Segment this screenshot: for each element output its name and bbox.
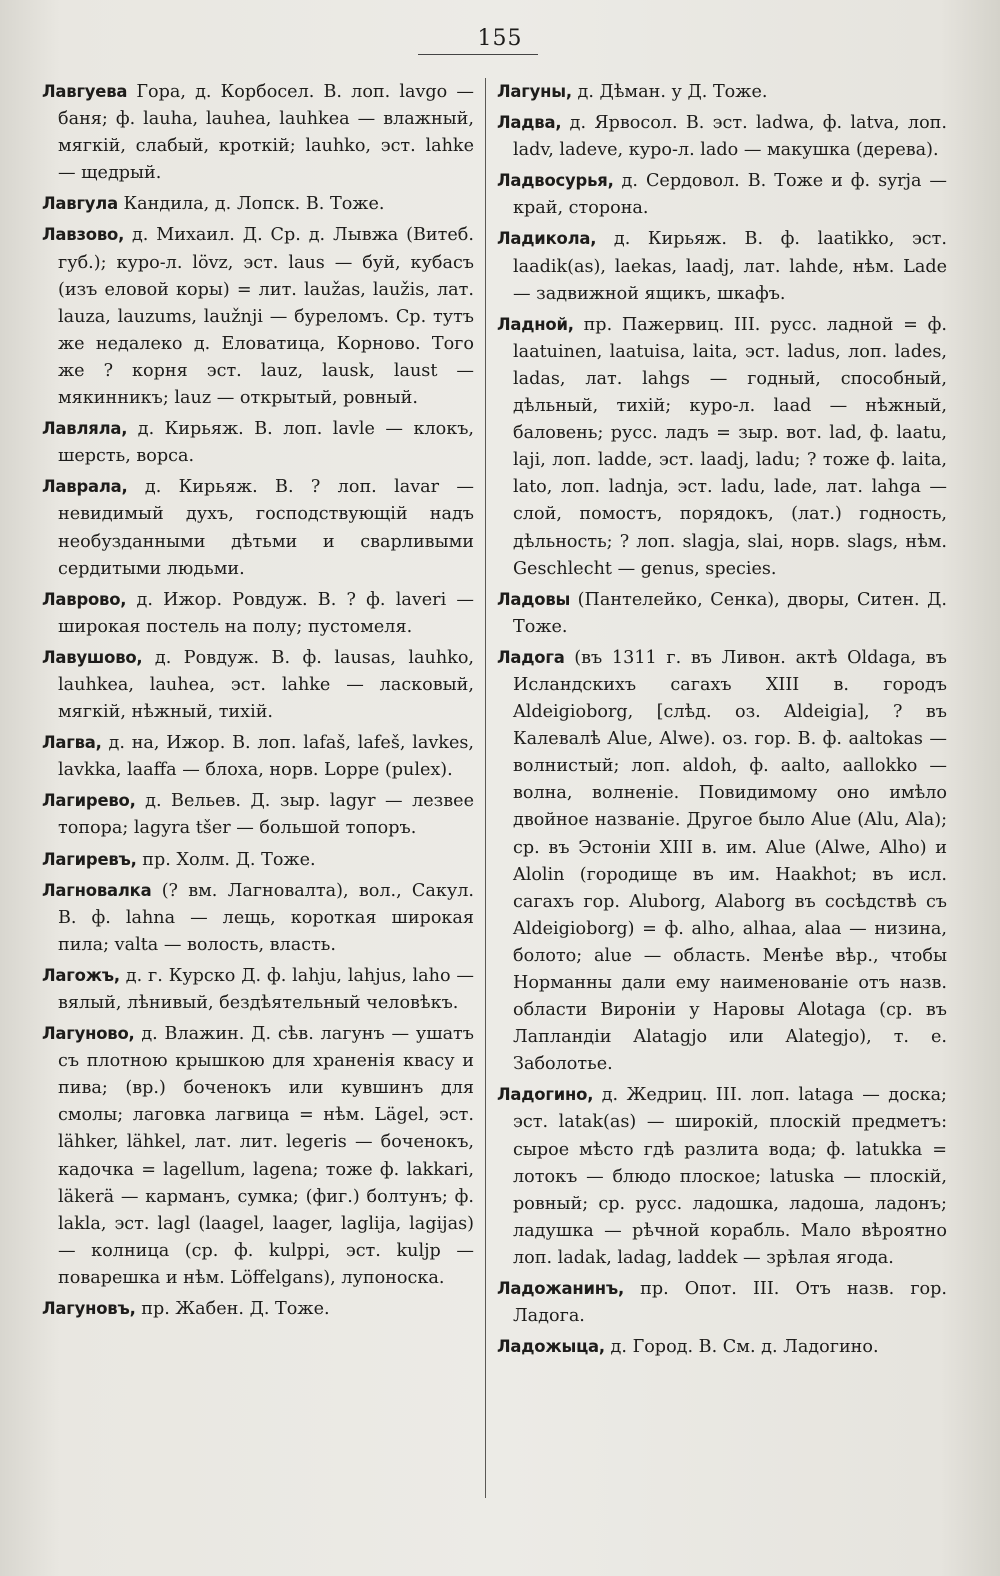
dictionary-entry [42, 415, 474, 470]
dictionary-entry [497, 586, 947, 641]
dictionary-entry [42, 644, 474, 726]
entry-headword: Ладога [497, 647, 565, 667]
dictionary-entry [42, 78, 474, 187]
entry-headword: Ладожыца, [497, 1337, 605, 1357]
entry-definition: д. Жедриц. III. лоп. lataga — доска; эст. latak(as) — широкій, плоскій предметъ: сырое мѣсто гдѣ разлита вода; ф. latukka = лотокъ — блюдо плоское; latuska — плоскій, ровный; ср. русс. ладошка, ладоша, ладонъ; ладушка — рѣчной корабль. Мало вѣроятно лоп. ladak, ladag, laddek — зрѣлая ягода. [513, 1085, 947, 1268]
column-divider [485, 78, 486, 1498]
entry-headword: Лавгуева [42, 82, 128, 101]
dictionary-entry [497, 1333, 947, 1361]
entry-headword: Лагуновъ, [42, 1299, 136, 1319]
entry-headword: Лавзово, [42, 225, 125, 245]
right-column [497, 78, 947, 1364]
dictionary-entry [497, 1275, 947, 1330]
dictionary-entry [42, 877, 474, 959]
entry-headword: Ладва, [497, 113, 562, 133]
dictionary-entry [42, 846, 474, 874]
dictionary-entry [42, 586, 474, 641]
entry-definition: пр. Пажервиц. III. русс. ладной = ф. laatuinen, laatuisa, laita, эст. ladus, лоп. lades, ladas, лат. lahgs — годный, способный, дѣльный, тихій; куро-л. laad — нѣжный, баловень; русс. ладъ = зыр. вот. lad, ф. laatu, laji, лоп. ladde, эст. laadj, ladu; ? тоже ф. laita, lato, лоп. ladnja, эст. ladu, lade, лат. lahga — слой, помостъ, порядокъ, (лат.) годность, дѣльность; ? лоп. slagja, slai, норв. slags, нѣм. Geschlecht — genus, species. [513, 314, 947, 579]
entry-definition: (? вм. Лагновалта), вол., Сакул. В. ф. lahna — лещь, короткая широкая пила; valta — волость, власть. [58, 880, 474, 955]
entry-definition: пр. Опот. III. Отъ назв. гор. Ладога. [513, 1279, 947, 1327]
entry-definition: д. Влажин. Д. сѣв. лагунъ — ушатъ съ плотною крышкою для храненія квасу и пива; (вр.) боченокъ или кувшинъ для смолы; лаговка лагвица = нѣм. Lägel, эст. lähker, lähkel, лат. лит. legeris — боченокъ, кадочка = lagellum, lagena; тоже ф. lakkari, läkerä — карманъ, сумка; (фиг.) болтунъ; ф. lakla, эст. lagl (laagel, laager, laglija, lagijas) — колница (ср. ф. kulppi, эст. kuljp — поварешка и нѣм. Löffelgans), лупоноска. [58, 1024, 474, 1288]
entry-definition: д. Ярвосол. В. эст. ladwa, ф. latva, лоп. ladv, ladeve, куро-л. lado — макушка (дерева). [513, 113, 947, 161]
dictionary-entry [497, 78, 947, 106]
left-column [42, 78, 474, 1326]
entry-headword: Лагиревъ, [42, 849, 137, 869]
entry-definition: д. Сердовол. В. Тоже и ф. syrja — край, сторона. [513, 171, 947, 219]
entry-headword: Ладогино, [497, 1085, 594, 1105]
entry-headword: Лагновалка [42, 880, 152, 900]
entry-headword: Лагва, [42, 733, 102, 753]
dictionary-entry [497, 1081, 947, 1272]
entry-definition: (въ 1311 г. въ Ливон. актѣ Oldaga, въ Исландскихъ сагахъ XIII в. городъ Aldeigioborg, [слѣд. оз. Aldeigia], ? въ Калевалѣ Alue, Alwe). оз. гор. В. ф. aaltokas — волнистый; лоп. aldoh, ф. aalto, aallokko — волна, волненіе. Повидимому оно имѣло двойное названіе. Другое было Alue (Alu, Ala); ср. въ Эстоніи XIII в. им. Alue (Alwe, Alho) и Alolin (городище въ им. Haakhot; въ исл. сагахъ гор. Aluborg, Alaborg въ сосѣдствѣ съ Aldeigioborg) = ф. alho, alhaa, alaa — низина, болото; alue — область. Менѣе вѣр., чтобы Норманны дали ему наименованіе отъ назв. области Виронiи у Наровы Alotaga (ср. въ Лапландіи Alatagjo или Alategjo), т. е. Заболотье. [513, 647, 947, 1075]
dictionary-entry [42, 473, 474, 582]
dictionary-entry [497, 109, 947, 164]
entry-definition: пр. Жабен. Д. Тоже. [135, 1299, 330, 1320]
dictionary-entry [497, 311, 947, 583]
dictionary-entry [497, 167, 947, 222]
entry-definition: Гора, д. Корбосел. В. лоп. lavgo — баня; ф. lauha, lauhea, lauhkea — влажный, мягкій, слабый, кроткій; lauhko, эст. lahke — щедрый. [58, 82, 474, 184]
entry-headword: Лавляла, [42, 419, 128, 439]
entry-headword: Ладикола, [497, 229, 597, 249]
entry-headword: Лавгула [42, 194, 118, 214]
page-number: 155 [477, 26, 523, 51]
entry-definition: д. Дѣман. у Д. Тоже. [571, 82, 768, 102]
entry-headword: Лаврово, [42, 589, 127, 609]
entry-definition: д. Кирьяж. В. ? лоп. lavar — невидимый духъ, господствующій надъ необузданными дѣтьми и сварливыми сердитыми людьми. [58, 477, 474, 579]
entry-headword: Лагуново, [42, 1024, 135, 1044]
entry-definition: (Пантелейко, Сенка), дворы, Ситен. Д. Тоже. [513, 589, 947, 637]
entry-definition: д. Ровдуж. В. ф. lausas, lauhko, lauhkea, lauhea, эст. lahke — ласковый, мягкій, нѣжный, тихій. [58, 647, 474, 723]
entry-definition: д. Ижор. Ровдуж. В. ? ф. laveri — широкая постель на полу; пустомеля. [58, 589, 474, 637]
entry-definition: д. Город. В. См. д. Ладогино. [604, 1337, 879, 1358]
entry-definition: д. на, Ижор. В. лоп. lafaš, lafeš, lavkes, lavkka, laaffa — блоха, норв. Loppe (pulex). [58, 733, 474, 781]
dictionary-entry [42, 787, 474, 842]
entry-headword: Ладожанинъ, [497, 1279, 625, 1299]
entry-definition: д. г. Курско Д. ф. lahju, lahjus, laho — вялый, лѣнивый, бездѣятельный человѣкъ. [58, 965, 474, 1013]
dictionary-entry [42, 1020, 474, 1292]
dictionary-entry [42, 962, 474, 1017]
entry-definition: д. Вельев. Д. зыр. lagyr — лезвее топора; lagyra tšer — большой топоръ. [58, 791, 474, 839]
dictionary-entry [42, 221, 474, 412]
entry-definition: д. Кирьяж. В. ф. laatikko, эст. laadik(as), laekas, laadj, лат. lahde, нѣм. Lade — задвижной ящикъ, шкафъ. [513, 229, 947, 304]
entry-headword: Ладной, [497, 314, 574, 334]
entry-definition: Кандила, д. Лопск. В. Тоже. [117, 194, 385, 215]
entry-headword: Лагуны, [497, 82, 572, 101]
dictionary-entry [497, 225, 947, 307]
entry-definition: д. Михаил. Д. Ср. д. Лывжа (Витеб. губ.); куро-л. lövz, эст. laus — буй, кубасъ (изъ еловой коры) = лит. laužas, laužis, лат. lauza, lauzums, laužnji — буреломъ. Ср. тутъ же недалеко д. Еловатица, Корново. Того же ? корня эст. lauz, lausk, laust — мякинникъ; lauz — открытый, ровный. [58, 225, 474, 409]
entry-headword: Лаврала, [42, 477, 128, 497]
entry-headword: Лагирево, [42, 791, 136, 811]
entry-definition: пр. Холм. Д. Тоже. [136, 849, 316, 870]
entry-headword: Лавушово, [42, 647, 143, 667]
entry-headword: Лагожъ, [42, 965, 120, 985]
dictionary-entry [497, 644, 947, 1079]
dictionary-entry [42, 190, 474, 218]
dictionary-entry [42, 1295, 474, 1323]
header-rule [418, 54, 538, 55]
entry-definition: д. Кирьяж. В. лоп. lavle — клокъ, шерсть, ворса. [58, 419, 474, 467]
entry-headword: Ладвосурья, [497, 171, 614, 191]
dictionary-entry [42, 729, 474, 784]
entry-headword: Ладовы [497, 589, 571, 609]
